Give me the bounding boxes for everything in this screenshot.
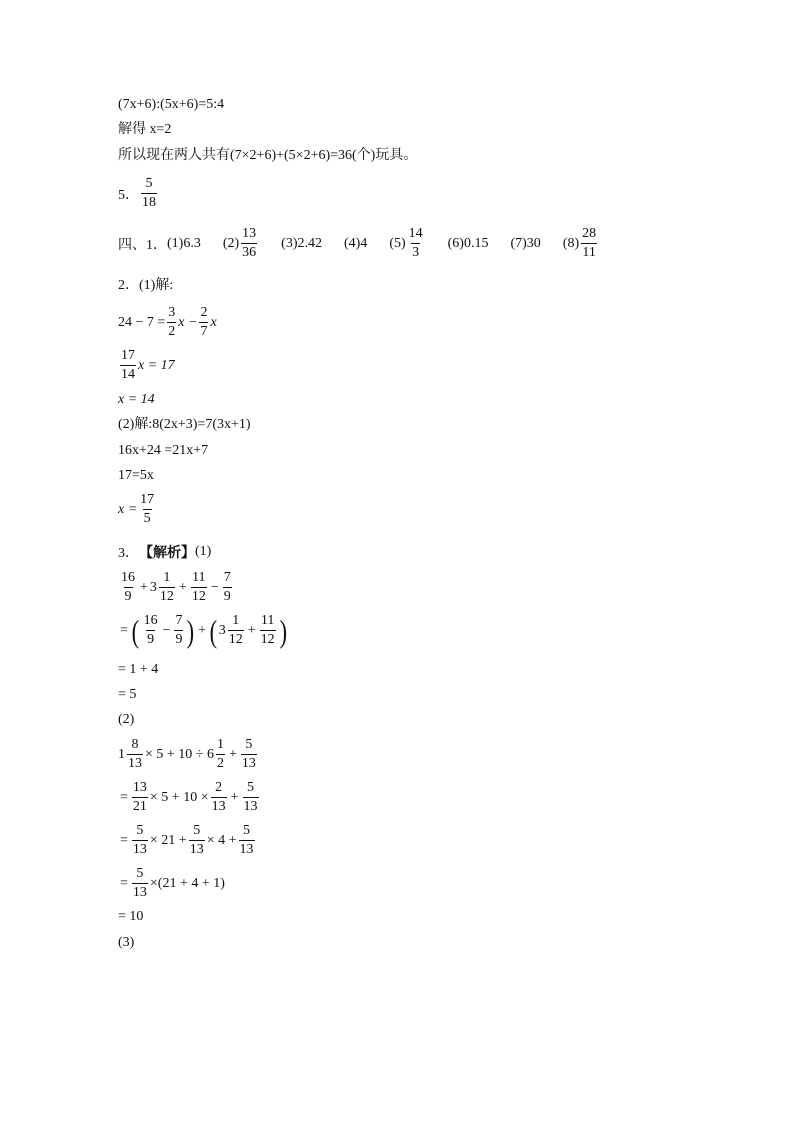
fraction — [132, 780, 148, 815]
solution-text: 解得 x=2 — [118, 122, 172, 137]
fraction — [159, 570, 175, 605]
whole-number: 3 — [218, 622, 226, 638]
variable: x — [210, 314, 217, 330]
conclusion-text: 所以现在两人共有(7×2+6)+(5×2+6)=36(个)玩具。 — [118, 148, 418, 163]
fraction — [139, 492, 155, 527]
denominator: 13 — [128, 756, 142, 771]
whole-number: 1 — [118, 746, 125, 762]
numerator: 13 — [132, 780, 147, 795]
equation-mid: x − — [178, 314, 198, 330]
q2-eq2 — [118, 348, 175, 383]
fraction — [228, 613, 244, 648]
denominator: 12 — [159, 589, 174, 604]
answer-6: (6)0.15 — [447, 235, 489, 251]
numerator: 8 — [131, 737, 139, 752]
answer-7: (7)30 — [510, 235, 541, 251]
section-prefix: 四、1． — [118, 237, 167, 253]
denominator: 21 — [132, 799, 147, 814]
denominator: 13 — [189, 842, 204, 857]
denominator: 7 — [200, 324, 208, 339]
equation-left: 24 − 7 = — [118, 314, 166, 330]
numerator: 3 — [168, 305, 176, 320]
numerator: 14 — [408, 226, 423, 241]
denominator: 18 — [142, 195, 156, 210]
numerator: 5 — [193, 823, 201, 838]
fraction — [211, 780, 227, 815]
denominator: 13 — [211, 799, 226, 814]
q2-eq3: x = 14 — [118, 392, 155, 407]
q3-part2-label: (2) — [118, 712, 135, 727]
numerator: 7 — [175, 613, 183, 628]
denominator: 13 — [239, 842, 254, 857]
denominator: 12 — [191, 589, 206, 604]
whole-number: 3 — [149, 579, 157, 595]
denominator: 2 — [216, 756, 224, 771]
fraction — [127, 737, 143, 772]
q3a-grouped: = ( $\frac{16}{9}$ − $\frac{7}{9}$ ) + ( 3 $\frac{1}{12}$ + $\frac{11}{12}$ ) — [120, 612, 287, 649]
q2-part2-answer — [118, 492, 157, 527]
fraction — [132, 866, 148, 901]
fraction — [191, 570, 207, 605]
numerator: 1 — [216, 737, 224, 752]
denominator: 13 — [132, 842, 147, 857]
fraction — [141, 176, 157, 211]
analysis-tag: 【解析】 — [139, 546, 195, 561]
answer-1: (1)6.3 — [167, 235, 201, 251]
denominator: 5 — [143, 511, 151, 526]
q2-heading: 2．(1)解: — [118, 278, 174, 293]
answer-2-fraction — [241, 226, 257, 261]
denominator: 9 — [147, 632, 155, 647]
denominator: 9 — [124, 589, 132, 604]
fraction — [199, 305, 208, 340]
answer-5 — [118, 176, 159, 211]
fraction — [223, 570, 232, 605]
fraction — [167, 305, 176, 340]
q3b-step1: = $\frac{13}{21}$ × 5 + 10 × $\frac{2}{13}$ + $\frac{5}{13}$ — [120, 780, 258, 814]
fraction — [132, 823, 148, 858]
fraction — [189, 823, 205, 858]
numerator: 16 — [121, 570, 135, 585]
numerator: 28 — [582, 226, 597, 241]
denominator: 12 — [260, 632, 275, 647]
numerator: 17 — [140, 492, 155, 507]
numerator: 5 — [136, 866, 144, 881]
fraction — [260, 613, 276, 648]
numerator: 17 — [121, 348, 135, 363]
denominator: 13 — [241, 756, 256, 771]
fraction — [243, 780, 259, 815]
fraction — [120, 570, 136, 605]
q3b-expression: 1 $\frac{8}{13}$ × 5 + 10 ÷ 6 $\frac{1}{2}$ + $\frac{5}{13}$ — [118, 737, 256, 771]
denominator: 13 — [132, 885, 147, 900]
numerator: 16 — [143, 613, 158, 628]
numerator: 5 — [247, 780, 254, 795]
question-number: 3． — [118, 546, 139, 561]
numerator: 5 — [245, 737, 253, 752]
denominator: 11 — [582, 245, 596, 260]
numerator: 1 — [232, 613, 240, 628]
numerator: 2 — [215, 780, 223, 795]
q3b-result: = 10 — [118, 909, 144, 924]
fraction — [239, 823, 255, 858]
answer-4: (4)4 — [343, 235, 368, 251]
q3-part3-label: (3) — [118, 935, 135, 950]
answer-8-fraction — [581, 226, 597, 261]
answer-3: (3)2.42 — [281, 235, 322, 251]
denominator: 3 — [412, 245, 420, 260]
equation-left: x = — [118, 501, 138, 517]
numerator: 1 — [163, 570, 171, 585]
numerator: 11 — [260, 613, 275, 628]
expression-text: × 4 + — [206, 832, 237, 848]
q3a-step: = 1 + 4 — [118, 662, 159, 677]
q3a-expression: $\frac{16}{9}$ + 3 $\frac{1}{12}$ + $\frac{11}{12}$ − $\frac{7}{9}$ — [121, 570, 231, 604]
fraction — [120, 348, 136, 383]
equation-rest: x = 17 — [138, 357, 175, 373]
q3b-step3: = $\frac{5}{13}$ ×(21 + 4 + 1) — [120, 866, 225, 900]
question-number: 5． — [118, 187, 139, 203]
numerator: 5 — [136, 823, 144, 838]
numerator: 5 — [243, 823, 250, 838]
numerator: 2 — [200, 305, 208, 320]
q3-heading — [118, 542, 211, 562]
fraction — [216, 737, 225, 772]
fraction — [143, 613, 159, 648]
denominator: 9 — [223, 589, 231, 604]
section-4-answers — [118, 226, 599, 261]
expression-text: × 5 + 10 × — [149, 789, 209, 805]
expression-text: ×(21 + 4 + 1) — [149, 875, 225, 891]
numerator: 7 — [223, 570, 231, 585]
answer-8-label: (8) — [562, 235, 580, 251]
expression-text: × 5 + 10 ÷ 6 — [145, 746, 214, 762]
denominator: 12 — [228, 632, 243, 647]
q3b-step2: = $\frac{5}{13}$ × 21 + $\frac{5}{13}$ × 4 + $\frac{5}{13}$ — [120, 823, 254, 857]
q3a-result: = 5 — [118, 687, 137, 702]
answer-2-label: (2) — [222, 235, 240, 251]
q2-part2-step1: 16x+24 =21x+7 — [118, 443, 209, 458]
numerator: 5 — [145, 176, 153, 191]
denominator: 14 — [121, 367, 135, 382]
part-label: (1) — [195, 544, 212, 559]
q2-eq1 — [118, 305, 217, 340]
fraction — [241, 737, 257, 772]
answer-5-fraction — [408, 226, 424, 261]
answer-5-label: (5) — [389, 235, 406, 251]
fraction — [174, 613, 183, 648]
denominator: 36 — [242, 245, 257, 260]
expression-text: × 21 + — [149, 832, 187, 848]
numerator: 13 — [242, 226, 257, 241]
equation-ratio: (7x+6):(5x+6)=5:4 — [118, 97, 225, 112]
denominator: 13 — [243, 799, 258, 814]
q2-part2-step2: 17=5x — [118, 468, 154, 483]
q2-part2-heading: (2)解:8(2x+3)=7(3x+1) — [118, 417, 251, 432]
denominator: 2 — [168, 324, 176, 339]
denominator: 9 — [175, 632, 183, 647]
numerator: 11 — [192, 570, 206, 585]
